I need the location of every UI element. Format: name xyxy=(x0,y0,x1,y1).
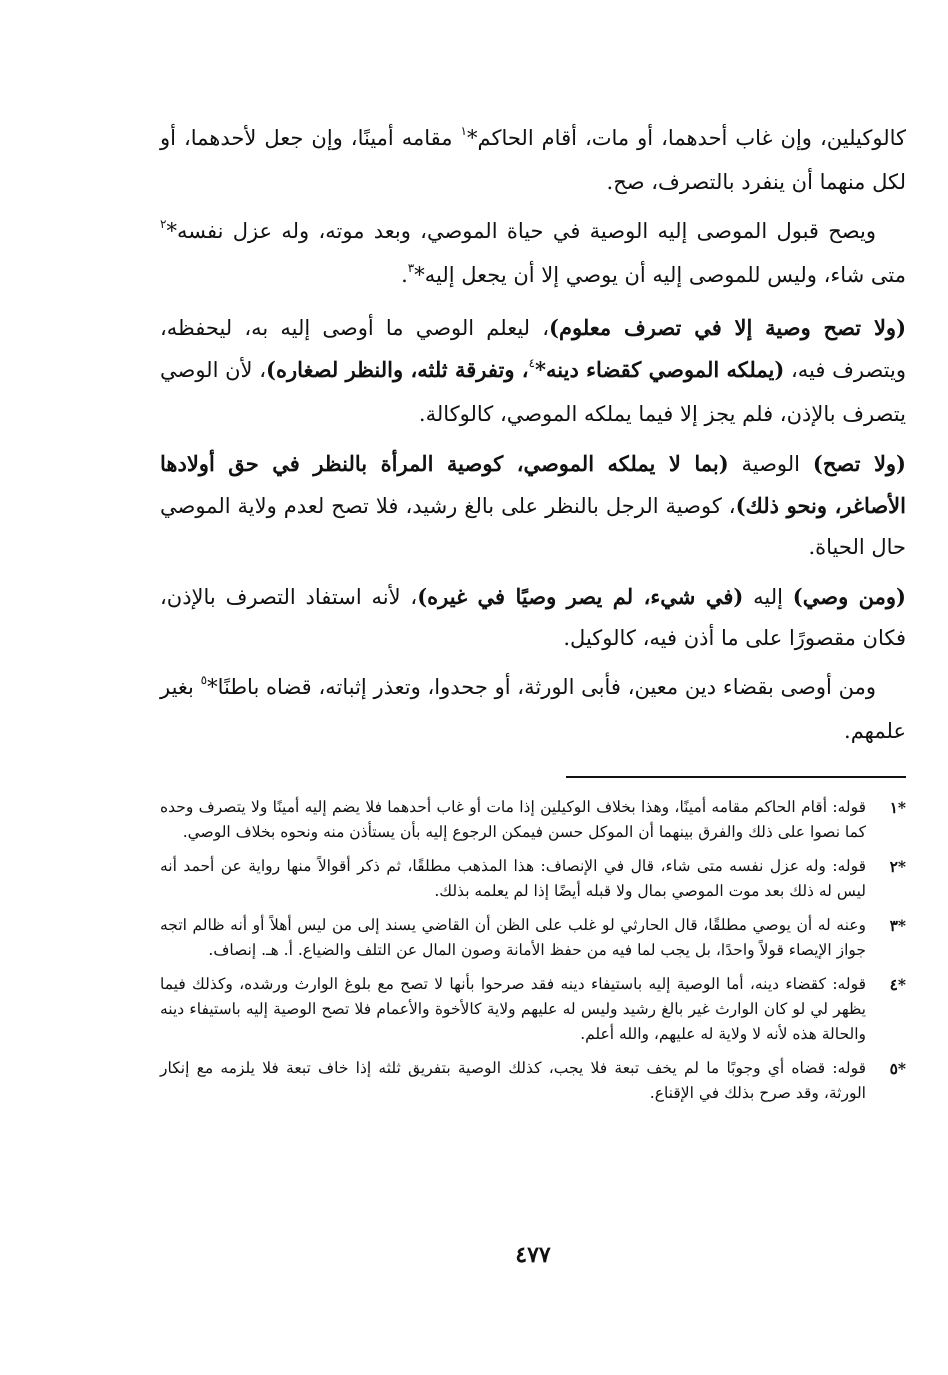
footnote-item xyxy=(160,795,906,845)
commentary-text: ، لأنه استفاد التصرف بالإذن، فكان مقصورًا على ما أذن فيه، كالوكيل. xyxy=(160,585,906,650)
footnote-number: *٢ xyxy=(889,857,906,876)
matn-text: (بما لا يملكه الموصي، كوصية المرأة بالنظر في حق أولادها الأصاغر، ونحو ذلك) xyxy=(160,451,906,518)
footnote-marker: ٢ xyxy=(160,217,167,231)
matn-text: (ومن وصي) xyxy=(792,584,906,609)
paragraph-3 xyxy=(160,307,906,435)
commentary-text: . xyxy=(401,263,408,287)
commentary-text: كالوكيلين، وإن غاب أحدهما، أو مات، أقام الحاكم* xyxy=(467,126,906,150)
footnote-item xyxy=(160,913,906,963)
matn-text: (في شيء، لم يصر وصيًا في غيره) xyxy=(417,584,744,609)
document-page xyxy=(160,118,906,1318)
commentary-text: بغير علمهم. xyxy=(160,675,906,743)
matn-text: (ولا تصح وصية إلا في تصرف معلوم) xyxy=(549,315,907,340)
footnote-item xyxy=(160,1056,906,1106)
footnote-text: قوله: قضاه أي وجوبًا ما لم يخف تبعة فلا يجب، كذلك الوصية بتفريق ثلثه إذا خاف تبعة فلا يلزمه مع إنكار الورثة، وقد صرح بذلك في الإقناع. xyxy=(160,1059,866,1102)
commentary-text: ومن أوصى بقضاء دين معين، فأبى الورثة، أو جحدوا، وتعذر إثباته، قضاه باطنًا* xyxy=(207,675,876,699)
footnote-item xyxy=(160,972,906,1047)
footnote-text: قوله: أقام الحاكم مقامه أمينًا، وهذا بخلاف الوكيلين إذا مات أو غاب أحدهما فلا يضم إليه أمينًا ولا يتصرف وحده كما نصوا على ذلك والفرق بينهما أن الموكل حسن فيمكن الرجوع إليه بأن يستأذن منه ونحوه بخلاف الوصي. xyxy=(160,798,866,841)
footnote-number: *٥ xyxy=(889,1059,906,1078)
paragraph-2 xyxy=(160,211,906,299)
paragraph-6 xyxy=(160,667,906,752)
footnote-marker: ٣ xyxy=(407,261,415,275)
commentary-text: الوصية xyxy=(728,452,813,476)
footnote-text: وعنه له أن يوصي مطلقًا، قال الحارثي لو غلب على الظن أن القاضي يسند إلى من ليس أهلاً أو أنه ظالم اتجه جواز الإيصاء قولاً واحدًا، بل يجب لما فيه من حفظ الأمانة وصون المال عن التلف والضياع. أ. هـ. إنصاف. xyxy=(160,916,866,959)
footnote-marker: ٥ xyxy=(200,673,208,687)
commentary-text: ، لأن الوصي يتصرف بالإذن، فلم يجز إلا فيما يملكه الموصي، كالوكالة. xyxy=(160,358,906,426)
paragraph-1 xyxy=(160,118,906,203)
footnote-text: قوله: وله عزل نفسه متى شاء، قال في الإنصاف: هذا المذهب مطلقًا، ثم ذكر أقوالاً منها رواية عن أحمد أنه ليس له ذلك بعد موت الموصي بمال ولا قبله أيضًا إذا لم يعلمه بذلك. xyxy=(160,857,866,900)
footnote-marker: ١ xyxy=(460,124,467,138)
footnotes-section xyxy=(160,795,906,1115)
paragraph-5 xyxy=(160,576,906,659)
matn-text: (ولا تصح) xyxy=(812,451,906,476)
commentary-text: متى شاء، وليس للموصى إليه أن يوصي إلا أن يجعل إليه* xyxy=(414,263,906,287)
footnote-number: *٣ xyxy=(889,916,906,935)
matn-text: (يملكه الموصي كقضاء دينه* xyxy=(535,357,785,382)
footnote-divider xyxy=(566,776,906,778)
commentary-text: مقامه أمينًا، وإن جعل لأحدهما، أو لكل منهما أن ينفرد بالتصرف، صح. xyxy=(160,126,906,194)
footnote-text: قوله: كقضاء دينه، أما الوصية إليه باستيفاء دينه فقد صرحوا بأنها لا تصح مع بلوغ الوارث ورشده، وكذلك فيما يظهر لي لو كان الوارث غير بالغ رشيد وليس له عليهم ولاية كالأخوة والأعمام فلا تصح الوصية إليه باستيفاء دينه والحالة هذه لأنه لا ولاية له عليهم، والله أعلم. xyxy=(160,975,866,1043)
commentary-text: ، ليعلم الوصي ما أوصى إليه به، ليحفظه، ويتصرف فيه، xyxy=(160,316,906,382)
page-number: ٤٧٧ xyxy=(515,1242,551,1268)
footnote-item xyxy=(160,854,906,904)
footnote-number: *٤ xyxy=(889,975,906,994)
footnote-number: *١ xyxy=(889,798,906,817)
matn-text: ، وتفرقة ثلثه، والنظر لصغاره) xyxy=(266,357,529,382)
paragraph-4 xyxy=(160,443,906,568)
commentary-text: ، كوصية الرجل بالنظر على بالغ رشيد، فلا تصح لعدم ولاية الموصي حال الحياة. xyxy=(160,494,906,559)
footnote-marker: ٤ xyxy=(528,356,536,370)
main-text xyxy=(160,118,906,752)
commentary-text: إليه xyxy=(743,585,793,609)
commentary-text: ويصح قبول الموصى إليه الوصية في حياة الموصي، وبعد موته، وله عزل نفسه* xyxy=(166,219,876,243)
